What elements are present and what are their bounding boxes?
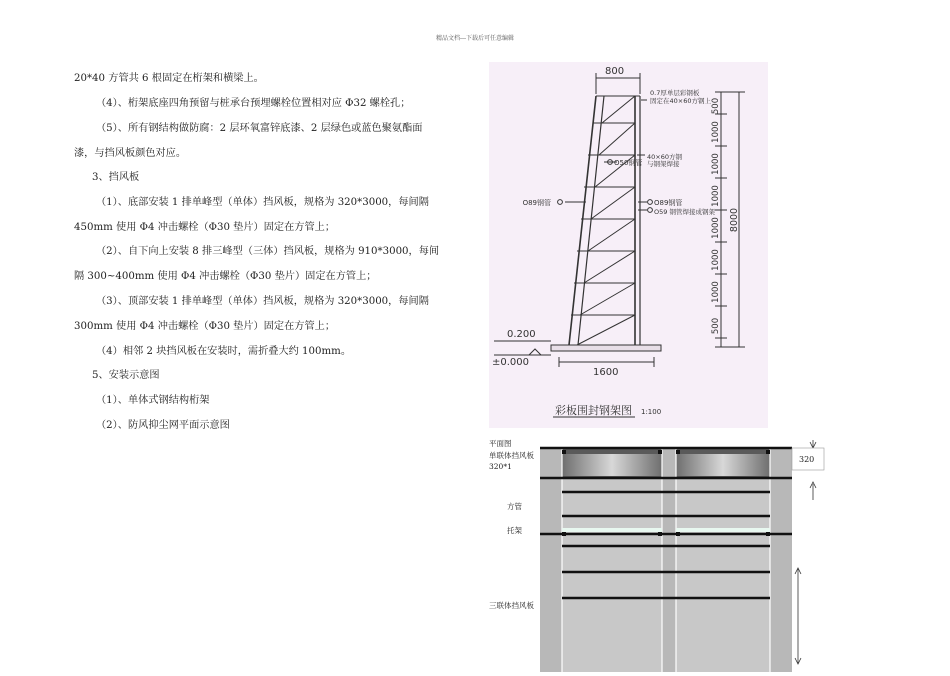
dim-top-width: 800 [605, 66, 625, 77]
label-single-panel: 单联体挡风板 [489, 451, 534, 460]
text-line: 漆，与挡风板颜色对应。 [74, 148, 187, 159]
level-0-000: ±0.000 [492, 357, 530, 368]
note-square-tube-weld: 与钢架焊接 [647, 160, 680, 168]
label-single-panel-size: 320*1 [489, 462, 512, 471]
dim-seg: 500 [711, 97, 721, 115]
note-tube-89-left: O89钢管 [522, 199, 551, 207]
dim-total-height: 8000 [729, 207, 740, 233]
truss-drawing [489, 62, 768, 428]
text-line: （1）、单体式钢结构桁架 [96, 395, 210, 406]
figure-scale: 1:100 [641, 408, 662, 416]
text-line: （3）、顶部安装 1 排单峰型（单体）挡风板，规格为 320*3000，每间隔 [96, 296, 429, 307]
dim-seg: 1000 [711, 185, 721, 207]
plan-title: 平面图 [489, 439, 512, 448]
page-header: 精品文档---下载后可任意编辑 [435, 35, 515, 42]
note-square-tube: 40×60方钢 [647, 153, 682, 161]
note-panel: 0.7厚单层彩钢板 [650, 89, 700, 97]
note-panel-fix: 固定在40×60方钢上 [650, 97, 711, 105]
plan-view-figure [540, 440, 950, 672]
dim-seg: 500 [711, 317, 721, 335]
dim-seg: 1000 [711, 153, 721, 175]
level-0-200: 0.200 [507, 329, 536, 340]
text-line: 300mm 使用 Φ4 冲击螺栓（Φ30 垫片）固定在方管上； [74, 321, 336, 332]
dim-seg: 1000 [711, 249, 721, 271]
dim-seg: 1000 [711, 281, 721, 303]
text-line: 隔 300~400mm 使用 Φ4 冲击螺栓（Φ30 垫片）固定在方管上； [74, 271, 377, 282]
text-line: （1）、底部安装 1 排单峰型（单体）挡风板，规格为 320*3000，每间隔 [96, 197, 429, 208]
note-tube-89-right: O89钢管 [654, 199, 683, 207]
dim-seg: 1000 [711, 121, 721, 143]
note-tube-59: O59 钢管焊接成钢架 [654, 208, 715, 216]
text-line: （4）相邻 2 块挡风板在安装时，需折叠大约 100mm。 [96, 346, 352, 357]
dim-320: 320 [799, 455, 815, 464]
text-line: （2）、防风抑尘网平面示意图 [96, 420, 230, 431]
label-triple-panel: 三联体挡风板 [489, 601, 534, 610]
text-line: （4）、桁架底座四角预留与桩承台预埋螺栓位置相对应 Φ32 螺栓孔； [96, 98, 411, 109]
text-line: （2）、自下向上安装 8 排三峰型（三体）挡风板，规格为 910*3000，每间 [96, 246, 440, 257]
label-bracket: 托架 [507, 526, 522, 535]
text-line: 20*40 方管共 6 根固定在桁架和横梁上。 [74, 73, 264, 84]
section-heading: 5、安装示意图 [92, 370, 160, 381]
figure-caption: 彩板围封钢架图 [555, 404, 632, 417]
dim-base-width: 1600 [593, 367, 619, 378]
text-line: 450mm 使用 Φ4 冲击螺栓（Φ30 垫片）固定在方管上； [74, 222, 336, 233]
label-square-tube: 方管 [507, 502, 522, 511]
text-line: （5）、所有钢结构做防腐：2 层环氧富锌底漆、2 层绿色或蓝色聚氨酯面 [96, 123, 423, 134]
truss-elevation-figure [489, 62, 768, 428]
section-heading: 3、挡风板 [92, 172, 140, 183]
plan-drawing [540, 440, 950, 672]
dim-seg: 1000 [711, 217, 721, 239]
note-tube-50: O50钢管 [614, 159, 643, 167]
